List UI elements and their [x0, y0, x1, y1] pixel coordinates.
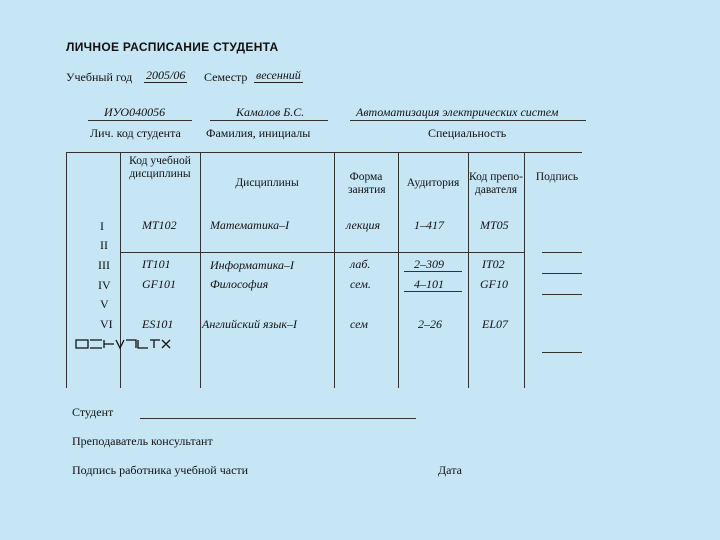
row6-code: ES101 — [142, 317, 174, 331]
row3-room: 2–309 — [414, 257, 444, 271]
specialty-value: Автоматизация электрических систем — [356, 105, 559, 119]
student-name-value: Камалов Б.С. — [236, 105, 305, 119]
specialty-label: Специальность — [428, 126, 507, 140]
row-num-4: IV — [98, 278, 111, 292]
row-num-1: I — [100, 219, 104, 233]
student-signature-line — [140, 418, 416, 419]
academic-year-label: Учебный год — [66, 70, 133, 84]
name-underline — [210, 120, 328, 121]
row6-form: сем — [350, 317, 368, 331]
row1-discipline: Математика–I — [210, 218, 290, 232]
specialty-underline — [350, 120, 586, 121]
row6-teacher: EL07 — [482, 317, 509, 331]
row1-code: МТ102 — [142, 218, 177, 232]
row-num-5: V — [100, 297, 109, 311]
student-name-label: Фамилия, инициалы — [206, 126, 311, 140]
row6-discipline: Английский язык–I — [202, 317, 297, 331]
header-discipline: Дисциплины — [235, 177, 299, 189]
signature-line-3 — [542, 294, 582, 295]
scribble-mark — [74, 338, 174, 350]
row6-room: 2–26 — [418, 317, 442, 331]
table-left-border — [66, 152, 67, 388]
header-signature: Подпись — [535, 171, 579, 183]
semester-value — [254, 68, 303, 83]
header-form: Форма занятия — [348, 171, 386, 196]
office-signature-label: Подпись работника учебной части — [72, 463, 249, 477]
col-divider-1 — [120, 152, 121, 388]
id-underline — [88, 120, 192, 121]
table-top-border — [66, 152, 582, 153]
student-id-value: ИУО040056 — [104, 105, 166, 119]
header-room: Аудитория — [406, 177, 460, 189]
row-num-6: VI — [100, 317, 113, 331]
row4-room: 4–101 — [414, 277, 444, 291]
signature-line-1 — [542, 252, 582, 253]
row4-room-underline — [404, 291, 462, 292]
student-id-label: Лич. код студента — [90, 126, 181, 140]
row3-room-underline — [404, 271, 462, 272]
semester-label: Семестр — [204, 70, 248, 84]
row-num-3: III — [98, 258, 110, 272]
header-course-code: Код учебной дисциплины — [129, 155, 191, 180]
row1-teacher: МТ05 — [480, 218, 509, 232]
document-title: ЛИЧНОЕ РАСПИСАНИЕ СТУДЕНТА — [66, 40, 279, 54]
row4-form: сем. — [350, 277, 371, 291]
consultant-label: Преподаватель консультант — [72, 434, 213, 448]
signature-line-2 — [542, 273, 582, 274]
row1-form: лекция — [346, 218, 381, 232]
row3-form: лаб. — [350, 257, 371, 271]
date-label: Дата — [438, 463, 462, 477]
semester-text: весенний — [256, 68, 301, 82]
student-signature-label: Студент — [72, 405, 114, 419]
col-divider-6 — [524, 152, 525, 388]
row-line-1 — [120, 252, 524, 253]
row3-teacher: IT02 — [482, 257, 505, 271]
row4-code: GF101 — [142, 277, 176, 291]
header-teacher-code: Код препо-давателя — [469, 171, 523, 196]
row3-code: IT101 — [142, 257, 171, 271]
signature-line-4 — [542, 352, 582, 353]
academic-year-value — [144, 68, 187, 83]
row4-teacher: GF10 — [480, 277, 508, 291]
row4-discipline: Философия — [210, 277, 269, 291]
row-num-2: II — [100, 238, 108, 252]
academic-year-text: 2005/06 — [146, 68, 186, 82]
row3-discipline: Информатика–I — [210, 258, 295, 272]
row1-room: 1–417 — [414, 218, 444, 232]
